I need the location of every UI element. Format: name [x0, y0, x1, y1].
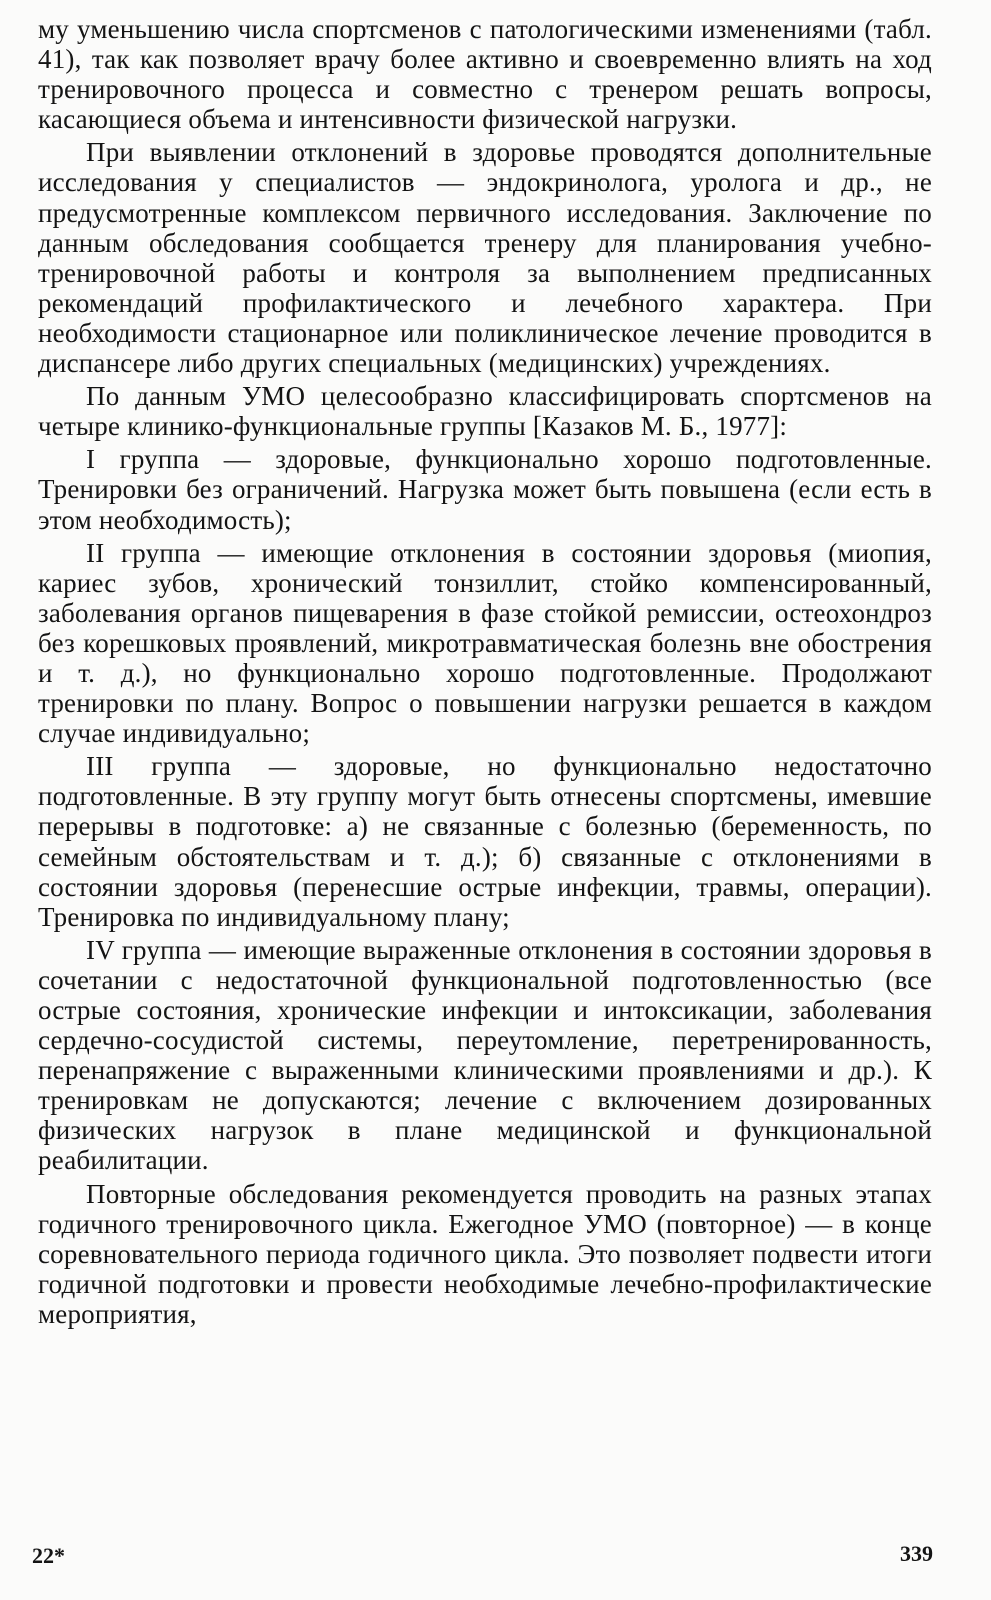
- paragraph-group-4: IV группа — имеющие выраженные отклонения в состоянии здоровья в сочетании с недостаточной функциональной подготовленностью (все острые состояния, хронические инфекции и интоксикации, заболевания сердечно-сосудистой системы, переутомление, перетренированность, перенапряжение с выраженными клиническими проявлениями и др.). К тренировкам не допускаются; лечение с включением дозированных физических нагрузок в плане медицинской и функциональной реабилитации.: [38, 934, 932, 1176]
- paragraph-group-3: III группа — здоровые, но функционально недостаточно подготовленные. В эту группу могут быть отнесены спортсмены, имевшие перерывы в подготовке: а) не связанные с болезнью (беременность, по семейным обстоятельствам и т. д.); б) связанные с отклонениями в состоянии здоровья (перенесшие острые инфекции, травмы, операции). Тренировка по индивидуальному плану;: [38, 751, 932, 932]
- paragraph-group-1: I группа — здоровые, функционально хорошо подготовленные. Тренировки без ограничений. Нагрузка может быть повышена (если есть в этом необходимость);: [38, 444, 932, 535]
- paragraph-group-2: II группа — имеющие отклонения в состоянии здоровья (миопия, кариес зубов, хронический тонзиллит, стойко компенсированный, заболевания органов пищеварения в фазе стойкой ремиссии, остеохондроз без корешковых проявлений, микротравматическая болезнь вне обострения и т. д.), но функционально хорошо подготовленные. Продолжают тренировки по плану. Вопрос о повышении нагрузки решается в каждом случае индивидуально;: [38, 537, 932, 749]
- body-text: [38, 14, 932, 1332]
- signature-mark: 22*: [32, 1543, 65, 1568]
- paragraph-repeat-examinations: Повторные обследования рекомендуется проводить на разных этапах годичного тренировочного цикла. Ежегодное УМО (повторное) — в конце соревновательного периода годичного цикла. Это позволяет подвести итоги годичной подготовки и провести необходимые лечебно-профилактические мероприятия,: [38, 1178, 932, 1329]
- paragraph-classification-intro: По данным УМО целесообразно классифицировать спортсменов на четыре клинико-функциональные группы [Казаков М. Б., 1977]:: [38, 381, 932, 442]
- paragraph-continuation: му уменьшению числа спортсменов с патологическими изменениями (табл. 41), так как позволяет врачу более активно и своевременно влиять на ход тренировочного процесса и совместно с тренером решать вопросы, касающиеся объема и интенсивности физической нагрузки.: [38, 14, 932, 135]
- paragraph-additional-examinations: При выявлении отклонений в здоровье проводятся дополнительные исследования у специалистов — эндокринолога, уролога и др., не предусмотренные комплексом первичного исследования. Заключение по данным обследования сообщается тренеру для планирования учебно-тренировочной работы и контроля за выполнением предписанных рекомендаций профилактического и лечебного характера. При необходимости стационарное или поликлиническое лечение проводится в диспансере либо других специальных (медицинских) учреждениях.: [38, 137, 932, 379]
- page-number: 339: [900, 1541, 933, 1566]
